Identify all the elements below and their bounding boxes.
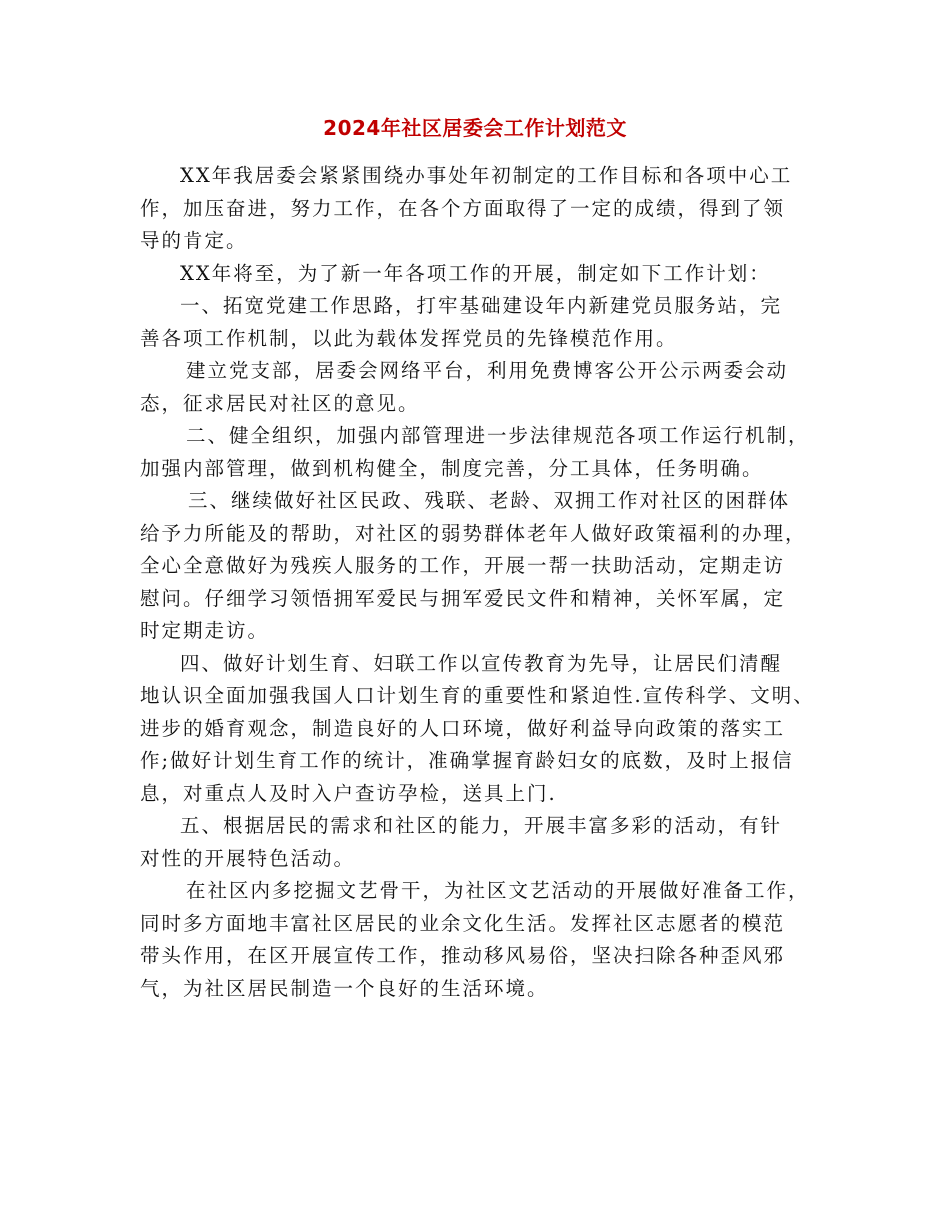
text-line: 给予力所能及的帮助，对社区的弱势群体老年人做好政策福利的办理，: [140, 521, 807, 545]
text-line: 一、拓宽党建工作思路，打牢基础建设年内新建党员服务站，完: [180, 294, 783, 317]
text-line: 建立党支部，居委会网络平台，利用免费博客公开公示两委会动: [186, 359, 789, 382]
text-line: 作，加压奋进，努力工作，在各个方面取得了一定的成绩，得到了领: [140, 196, 786, 220]
text-line: 进步的婚育观念，制造良好的人口环境，做好利益导向政策的落实工: [140, 716, 786, 740]
document-title: 2024年社区居委会工作计划范文: [323, 116, 627, 140]
text-line: 带头作用，在区开展宣传工作，推动移风易俗，坚决扫除各种歪风邪: [140, 944, 786, 967]
text-line: 导的肯定。: [140, 229, 248, 252]
text-line: 地认识全面加强我国人口计划生育的重要性和紧迫性.宣传科学、文明、: [140, 684, 815, 707]
text-line: 对性的开展特色活动。: [140, 846, 356, 870]
text-line: 息，对重点人及时入户查访孕检，送具上门.: [140, 781, 557, 805]
document-body: [140, 160, 820, 1005]
text-line: XX年我居委会紧紧围绕办事处年初制定的工作目标和各项中心工: [180, 164, 793, 187]
text-line: XX年将至，为了新一年各项工作的开展，制定如下工作计划：: [180, 261, 771, 285]
text-line: 同时多方面地丰富社区居民的业余文化生活。发挥社区志愿者的模范: [140, 911, 786, 935]
text-line: 态，征求居民对社区的意见。: [140, 391, 420, 415]
text-line: 在社区内多挖掘文艺骨干，为社区文艺活动的开展做好准备工作，: [186, 879, 810, 902]
text-line: 气，为社区居民制造一个良好的生活环境。: [140, 976, 549, 1000]
text-line: 加强内部管理，做到机构健全，制度完善，分工具体，任务明确。: [140, 456, 764, 480]
text-line: 四、做好计划生育、妇联工作以宣传教育为先导，让居民们清醒: [180, 651, 783, 675]
text-line: 慰问。仔细学习领悟拥军爱民与拥军爱民文件和精神，关怀军属，定: [140, 586, 786, 610]
text-line: 五、根据居民的需求和社区的能力，开展丰富多彩的活动，有针: [180, 814, 783, 837]
text-line: 二、健全组织，加强内部管理进一步法律规范各项工作运行机制，: [186, 424, 810, 447]
text-line: 时定期走访。: [140, 619, 270, 642]
text-line: 全心全意做好为残疾人服务的工作，开展一帮一扶助活动，定期走访: [140, 554, 786, 577]
text-line: 作;做好计划生育工作的统计，准确掌握育龄妇女的底数，及时上报信: [140, 749, 794, 772]
text-line: 善各项工作机制，以此为载体发挥党员的先锋模范作用。: [140, 326, 678, 350]
text-line: 三、继续做好社区民政、残联、老龄、双拥工作对社区的困群体: [188, 489, 791, 512]
